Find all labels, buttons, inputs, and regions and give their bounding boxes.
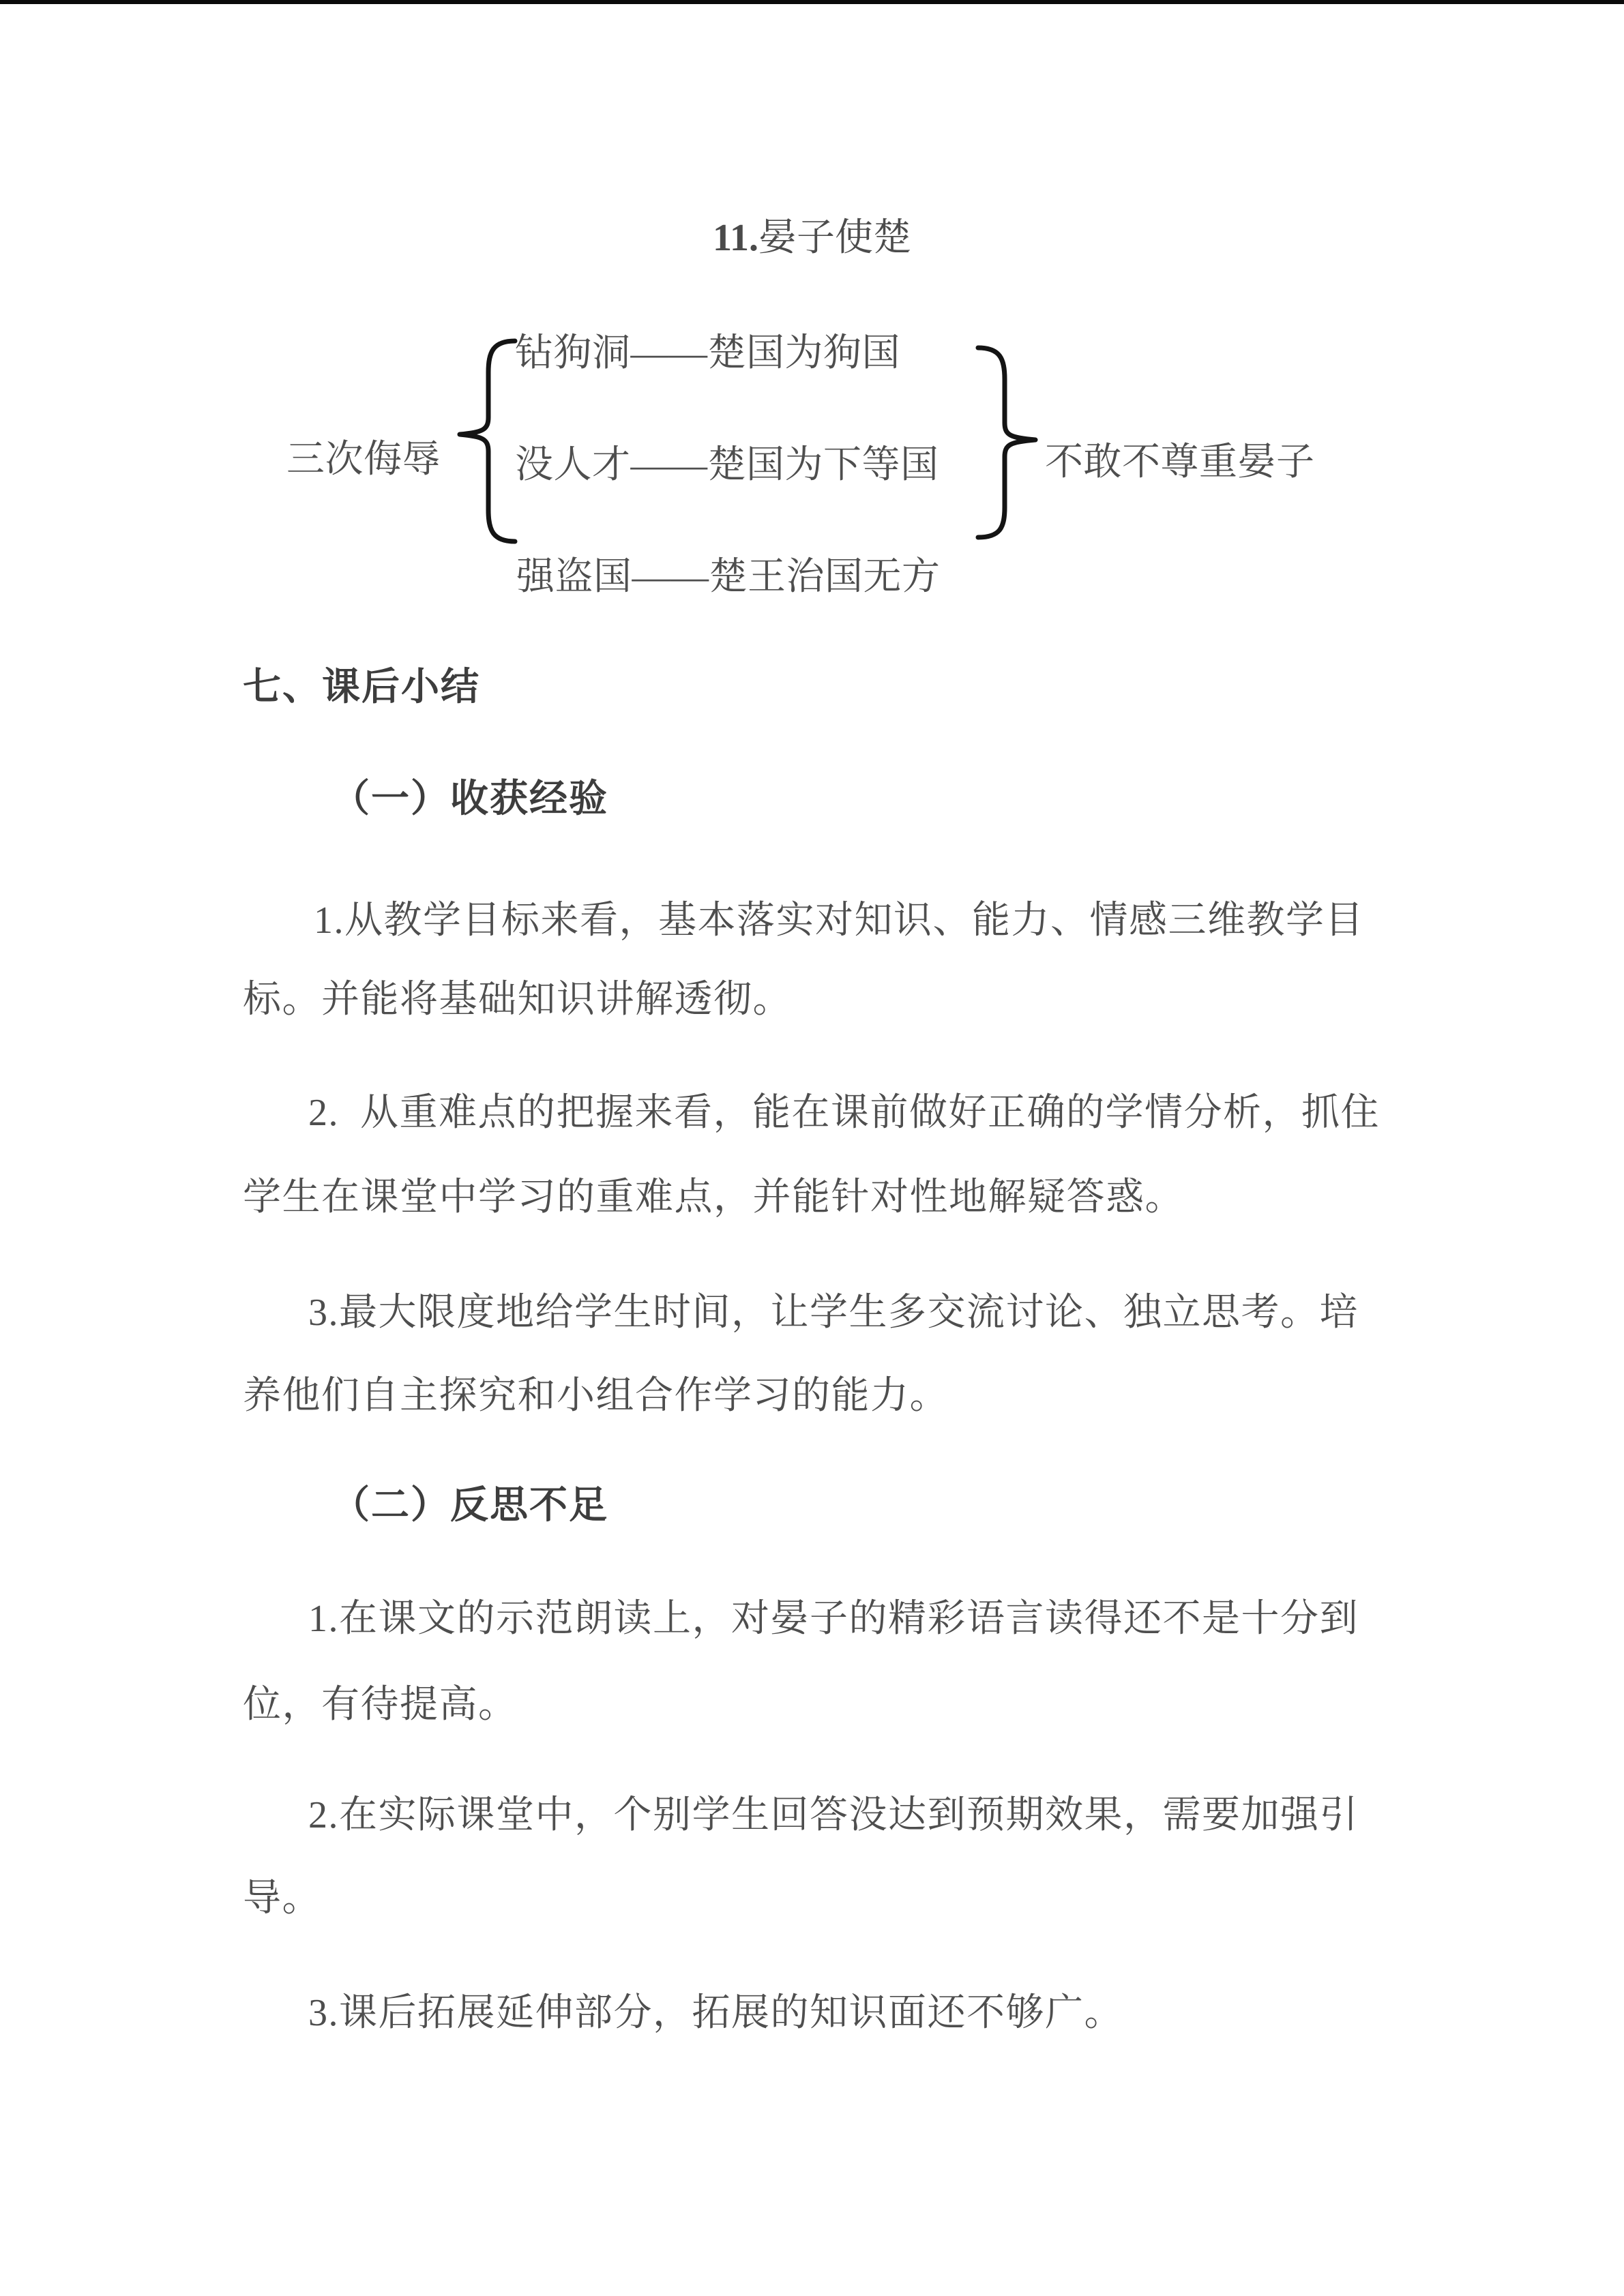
paragraph-line: 1.在课文的示范朗读上，对晏子的精彩语言读得还不是十分到 [308, 1598, 1359, 1640]
diagram-item: 强盗国——楚王治国无方 [516, 556, 941, 598]
paragraph-line: 导。 [243, 1877, 321, 1920]
paragraph-line: 3.最大限度地给学生时间，让学生多交流讨论、独立思考。培 [308, 1292, 1359, 1334]
lesson-title-text: 晏子使楚 [758, 217, 911, 259]
paragraph-line: 位，有待提高。 [243, 1684, 518, 1726]
top-border [0, 0, 1624, 4]
subsection-heading: （一）收获经验 [331, 778, 608, 820]
paragraph-line: 标。并能将基础知识讲解透彻。 [243, 979, 792, 1021]
paragraph-line: 2.在实际课堂中，个别学生回答没达到预期效果，需要加强引 [308, 1794, 1359, 1836]
page-title [0, 216, 1624, 260]
subsection-heading: （二）反思不足 [331, 1485, 608, 1527]
lesson-number: 11. [713, 217, 758, 259]
paragraph-line: 2. 从重难点的把握来看，能在课前做好正确的学情分析，抓住 [308, 1092, 1380, 1134]
paragraph-line: 学生在课堂中学习的重难点，并能针对性地解疑答惑。 [243, 1176, 1184, 1219]
section-heading: 七、课后小结 [243, 666, 480, 709]
paragraph-line: 1.从教学目标来看，基本落实对知识、能力、情感三维教学目 [314, 899, 1364, 942]
diagram-label: 三次侮辱 [286, 438, 441, 481]
right-brace [974, 344, 1039, 541]
paragraph-line: 养他们自主探究和小组合作学习的能力。 [243, 1375, 949, 1417]
paragraph-line: 3.课后拓展延伸部分，拓展的知识面还不够广。 [308, 1992, 1123, 2034]
left-brace [442, 337, 518, 546]
diagram-item: 没人才——楚国为下等国 [515, 444, 939, 486]
diagram-result: 不敢不尊重晏子 [1045, 441, 1315, 483]
diagram-item: 钻狗洞——楚国为狗国 [515, 332, 900, 374]
